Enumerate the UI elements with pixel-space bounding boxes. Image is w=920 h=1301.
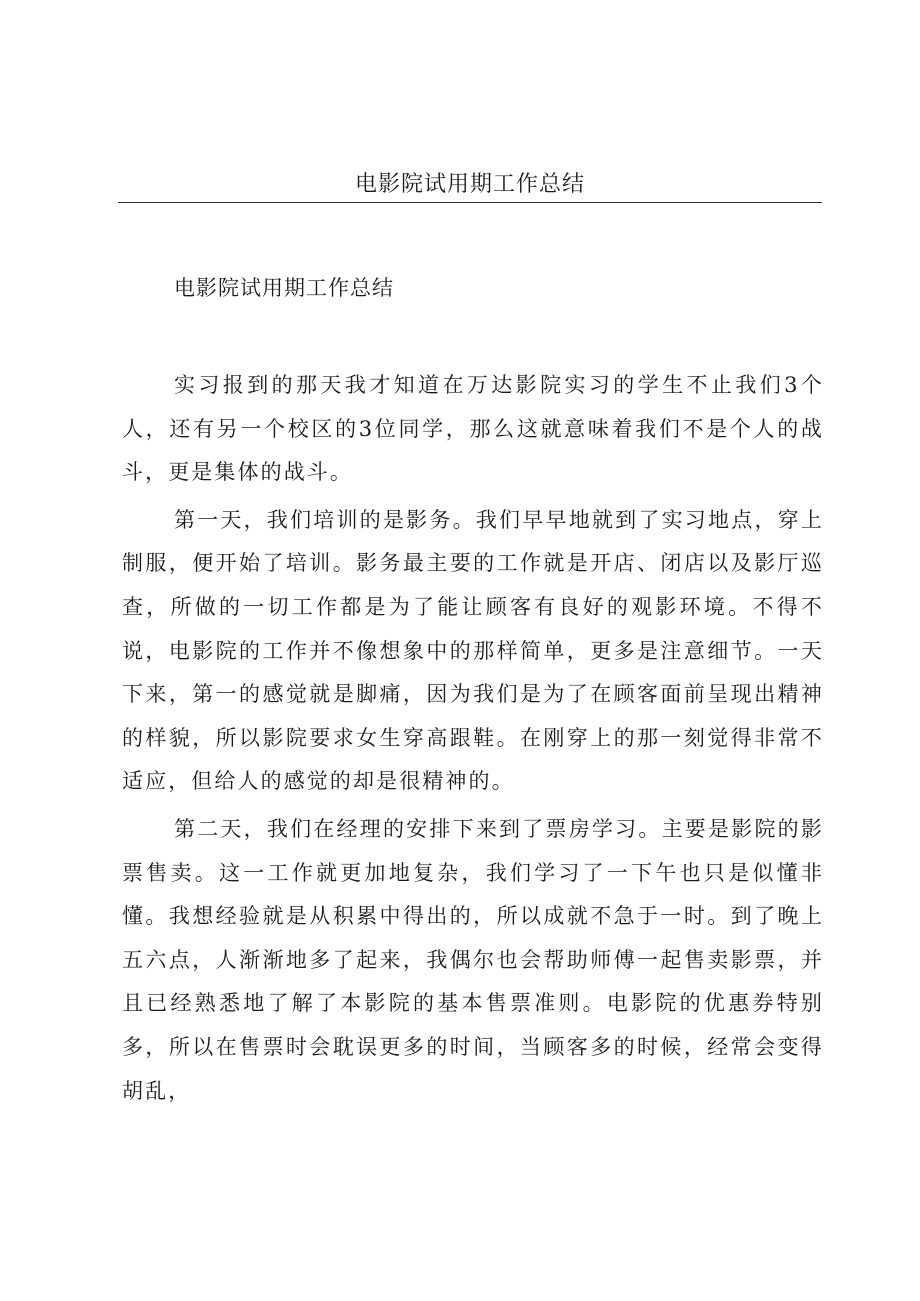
paragraph-3: 第二天，我们在经理的安排下来到了票房学习。主要是影院的影票售卖。这一工作就更加地复杂，我们学习了一下午也只是似懂非懂。我想经验就是从积累中得出的，所以成就不急于一时。到了晚上五六点，人渐渐地多了起来，我偶尔也会帮助师傅一起售卖影票，并且已经熟悉地了解了本影院的基本售票准则。电影院的优惠券特别多，所以在售票时会耽误更多的时间，当顾客多的时候，经常会变得胡乱， xyxy=(122,816,824,1103)
header-title: 电影院试用期工作总结 xyxy=(354,172,585,197)
paragraph-2: 第一天，我们培训的是影务。我们早早地就到了实习地点，穿上制服，便开始了培训。影务最主要的工作就是开店、闭店以及影厅巡查，所做的一切工作都是为了能让顾客有良好的观影环境。不得不说，电影院的工作并不像想象中的那样简单，更多是注意细节。一天下来，第一的感觉就是脚痛，因为我们是为了在顾客面前呈现出精神的样貌，所以影院要求女生穿高跟鞋。在刚穿上的那一刻觉得非常不适应，但给人的感觉的却是很精神的。 xyxy=(122,507,824,794)
page-header xyxy=(118,166,822,203)
document-title: 电影院试用期工作总结 xyxy=(174,276,394,300)
paragraph-1: 实习报到的那天我才知道在万达影院实习的学生不止我们3个人，还有另一个校区的3位同学，那么这就意味着我们不是个人的战斗，更是集体的战斗。 xyxy=(122,373,824,485)
document-body xyxy=(122,364,824,1117)
